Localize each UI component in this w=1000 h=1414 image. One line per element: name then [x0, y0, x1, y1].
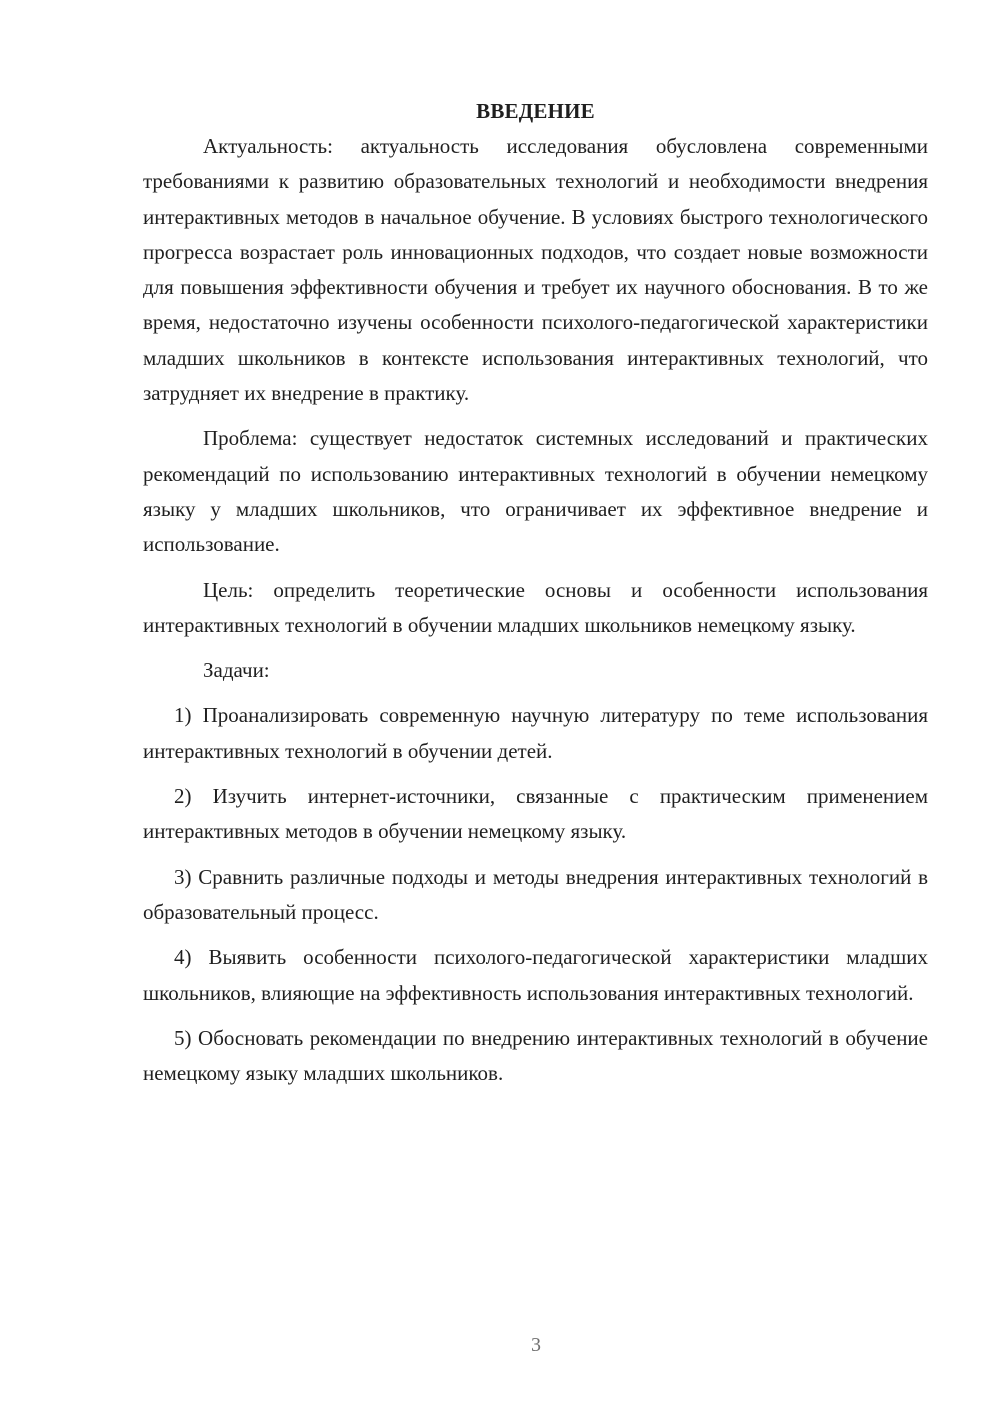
relevance-paragraph: Актуальность: актуальность исследования обусловлена современными требованиями к развитию образовательных технологий и необходимости внедрения интерактивных методов в начальное обучение. В условиях быстрого технологического прогресса возрастает роль инновационных подходов, что создает новые возможности для повышения эффективности обучения и требует их научного обоснования. В то же время, недостаточно изучены особенности психолого-педагогической характеристики младших школьников в контексте использования интерактивных технологий, что затрудняет их внедрение в практику.	[143, 134, 928, 406]
task-item-4: 4) Выявить особенности психолого-педагогической характеристики младших школьников, влияющие на эффективность использования интерактивных технологий.	[143, 945, 928, 1005]
problem-paragraph: Проблема: существует недостаток системных исследований и практических рекомендаций по использованию интерактивных технологий в обучении немецкому языку у младших школьников, что ограничивает их эффективное внедрение и использование.	[143, 426, 928, 557]
section-title: ВВЕДЕНИЕ	[476, 99, 595, 123]
task-item-3: 3) Сравнить различные подходы и методы внедрения интерактивных технологий в образовательный процесс.	[143, 864, 928, 924]
task-item-5: 5) Обосновать рекомендации по внедрению интерактивных технологий в обучение немецкому языку младших школьников.	[143, 1025, 928, 1086]
page-number: 3	[531, 1334, 541, 1356]
task-item-1: 1) Проанализировать современную научную литературу по теме использования интерактивных технологий в обучении детей.	[143, 703, 928, 763]
goal-paragraph: Цель: определить теоретические основы и особенности использования интерактивных технологий в обучении младших школьников немецкому языку.	[143, 577, 928, 637]
task-item-2: 2) Изучить интернет-источники, связанные с практическим применением интерактивных методов в обучении немецкому языку.	[143, 784, 928, 844]
tasks-heading: Задачи:	[203, 658, 270, 683]
page-content	[143, 93, 928, 1091]
